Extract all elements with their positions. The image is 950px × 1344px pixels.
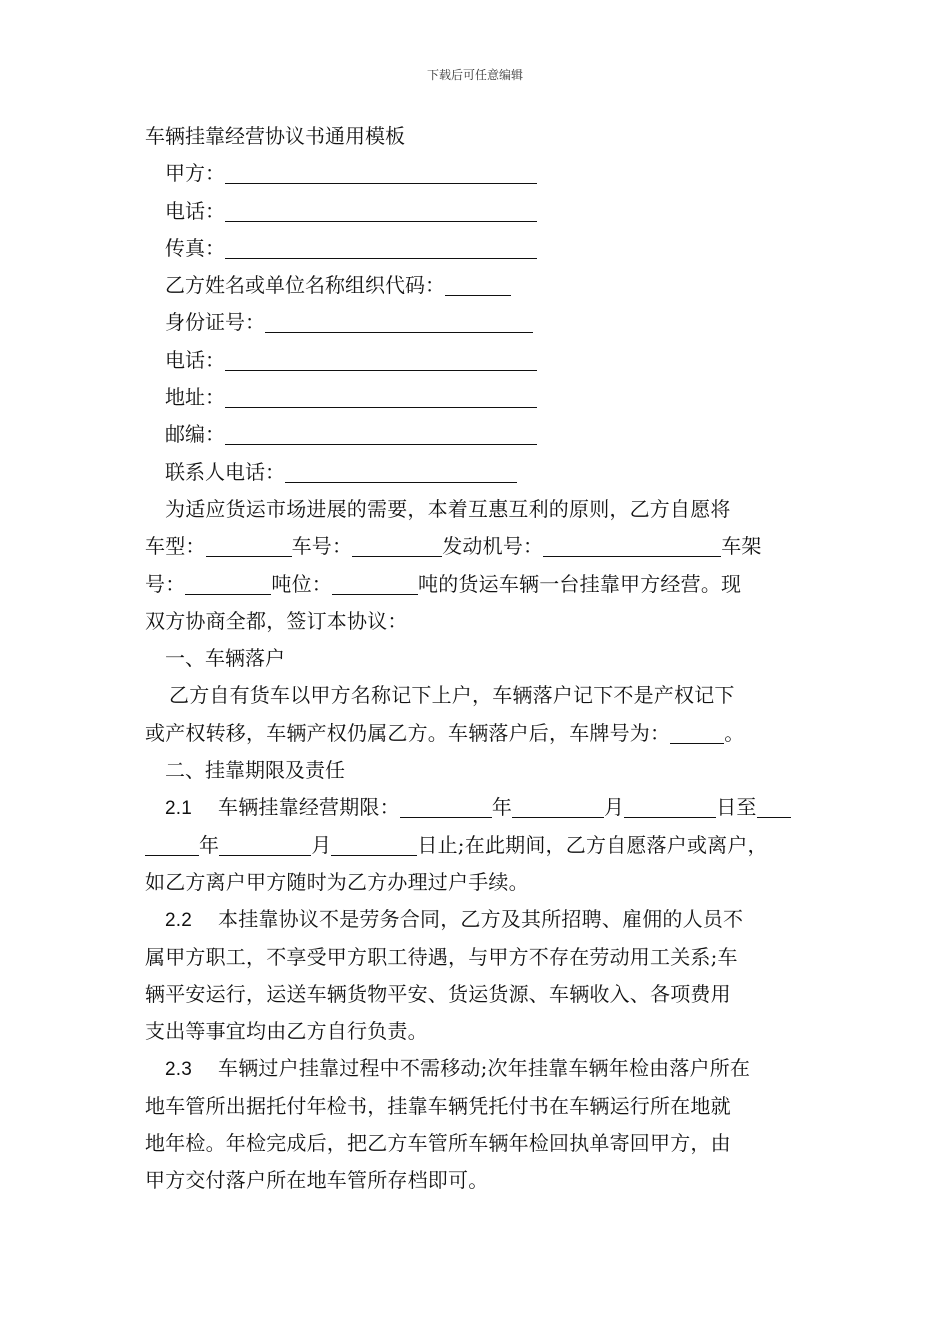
section-1-period: 。 [724, 720, 745, 745]
section-1-line-2 [145, 715, 813, 752]
end-year-blank-part-1[interactable] [757, 795, 791, 818]
header-note: 下载后可任意编辑 [426, 68, 523, 82]
document-body [145, 118, 813, 1200]
party-b-contact-label: 联系人电话： [165, 459, 285, 484]
party-b-phone-label: 电话： [165, 347, 225, 372]
party-b-address-blank[interactable] [225, 385, 537, 408]
start-year-blank[interactable] [400, 795, 492, 818]
end-day-text: 日止;在此期间，乙方自愿落户或离户， [417, 832, 768, 857]
party-b-address-label: 地址： [165, 385, 225, 410]
clause-2-2-line-4: 支出等事宜均由乙方自行负责。 [145, 1019, 428, 1044]
start-day-label: 日至 [716, 795, 757, 820]
clause-2-1-number: 2.1 [165, 798, 193, 820]
clause-2-3-line-1 [145, 1050, 813, 1087]
party-a-fax-row [145, 230, 813, 267]
section-2-heading: 二、挂靠期限及责任 [165, 758, 345, 783]
clause-2-2-line-3: 辆平安运行，运送车辆货物平安、货运货源、车辆收入、各项费用 [145, 981, 731, 1006]
party-b-id-blank[interactable] [265, 310, 533, 333]
document-title: 车辆挂靠经营协议书通用模板 [145, 124, 405, 148]
end-year-label: 年 [199, 832, 220, 857]
clause-2-1-line-2 [145, 827, 813, 864]
party-b-phone-blank[interactable] [225, 348, 537, 371]
end-year-blank-part-2[interactable] [145, 833, 199, 856]
end-month-blank[interactable] [219, 833, 311, 856]
party-b-contact-blank[interactable] [285, 460, 517, 483]
party-a-phone-blank[interactable] [225, 199, 537, 222]
tonnage-blank[interactable] [332, 572, 418, 595]
term-label: 车辆挂靠经营期限： [218, 795, 400, 820]
party-b-name-label: 乙方姓名或单位名称组织代码： [165, 273, 445, 298]
party-b-postcode-blank[interactable] [225, 422, 537, 445]
clause-2-3-text-1: 车辆过户挂靠过程中不需移动;次年挂靠车辆年检由落户所在 [218, 1056, 751, 1081]
party-b-name-blank[interactable] [445, 273, 511, 296]
start-day-blank[interactable] [624, 795, 716, 818]
start-year-label: 年 [491, 795, 513, 820]
end-month-label: 月 [311, 832, 332, 857]
party-b-address-row [145, 379, 813, 416]
plate-blank[interactable] [352, 534, 442, 557]
end-day-blank[interactable] [331, 833, 417, 856]
party-a-name-blank[interactable] [225, 161, 537, 184]
engine-no-blank[interactable] [543, 534, 721, 557]
party-a-phone-row [145, 193, 813, 230]
plate-number-blank[interactable] [670, 721, 724, 744]
vehicle-type-label: 车型： [145, 534, 206, 559]
party-a-fax-blank[interactable] [225, 236, 537, 259]
party-b-postcode-row [145, 416, 813, 453]
party-a-name-row [145, 155, 813, 192]
frame-label: 车架 [721, 534, 762, 559]
party-b-id-label: 身份证号： [165, 310, 265, 335]
plate-number-label: 或产权转移，车辆产权仍属乙方。车辆落户后，车牌号为： [145, 720, 671, 745]
intro-line-1: 为适应货运市场进展的需要，本着互惠互利的原则，乙方自愿将 [165, 496, 731, 521]
party-b-postcode-label: 邮编： [165, 422, 225, 447]
party-b-contact-row [145, 454, 813, 491]
section-1-heading: 一、车辆落户 [165, 646, 285, 671]
clause-2-2-number: 2.2 [165, 910, 193, 932]
clause-2-3-number: 2.3 [165, 1059, 193, 1081]
intro-line-3-text: 吨的货运车辆一台挂靠甲方经营。现 [418, 571, 742, 596]
vehicle-type-blank[interactable] [206, 534, 292, 557]
clause-2-1-line-1 [145, 789, 813, 826]
section-1-line-1: 乙方自有货车以甲方名称记下上户，车辆落户记下不是产权记下 [169, 683, 735, 708]
party-b-name-row [145, 267, 813, 304]
party-a-fax-label: 传真： [165, 235, 225, 260]
start-month-blank[interactable] [512, 795, 604, 818]
plate-label: 车号： [291, 534, 353, 559]
party-a-name-label: 甲方： [165, 161, 225, 186]
frame-no-label: 号： [145, 571, 186, 596]
tonnage-label: 吨位： [271, 571, 333, 596]
party-a-phone-label: 电话： [165, 198, 225, 223]
clause-2-3-line-2: 地车管所出据托付年检书，挂靠车辆凭托付书在车辆运行所在地就 [145, 1093, 731, 1118]
clause-2-2-line-2: 属甲方职工，不享受甲方职工待遇，与甲方不存在劳动用工关系;车 [145, 944, 738, 969]
clause-2-2-text-1: 本挂靠协议不是劳务合同，乙方及其所招聘、雇佣的人员不 [218, 907, 744, 932]
clause-2-3-line-3: 地年检。年检完成后，把乙方车管所车辆年检回执单寄回甲方，由 [145, 1131, 731, 1156]
clause-2-2-line-1 [145, 901, 813, 938]
clause-2-1-line-3: 如乙方离户甲方随时为乙方办理过户手续。 [145, 869, 529, 894]
clause-2-3-line-4: 甲方交付落户所在地车管所存档即可。 [145, 1168, 489, 1193]
engine-no-label: 发动机号： [442, 534, 544, 559]
start-month-label: 月 [604, 795, 625, 820]
intro-line-2 [145, 528, 813, 565]
party-b-phone-row [145, 342, 813, 379]
intro-line-3 [145, 566, 813, 603]
frame-no-blank[interactable] [185, 572, 271, 595]
party-b-id-row [145, 304, 813, 341]
intro-line-4: 双方协商全都，签订本协议： [145, 608, 408, 633]
